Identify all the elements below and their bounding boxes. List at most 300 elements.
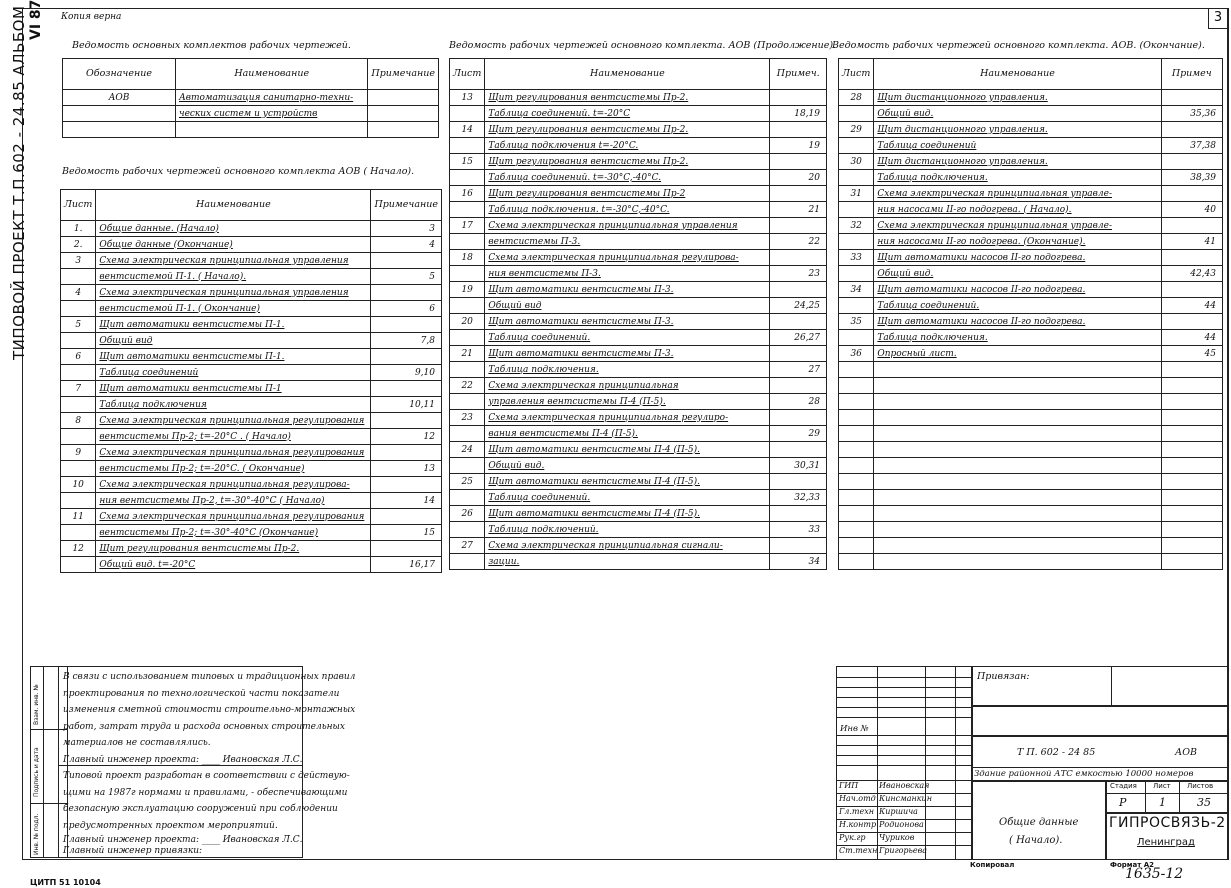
signature-role: Гл.техн — [839, 807, 875, 816]
table-row — [450, 138, 827, 154]
table-row — [450, 522, 827, 538]
sheet-number-cell: 3 — [61, 253, 96, 269]
note-cell: 16,17 — [371, 557, 442, 573]
table-row — [839, 106, 1223, 122]
table-row — [839, 218, 1223, 234]
note-cell — [1161, 506, 1222, 522]
name-cell: Щит автоматики вентсистемы П-4 (П-5). — [485, 474, 770, 490]
note-cell: 34 — [770, 554, 827, 570]
sheet-number-cell: 1. — [61, 221, 96, 237]
name-cell: Автоматизация санитарно-техни- — [175, 90, 367, 106]
column-header: Наименование — [485, 59, 770, 90]
name-cell: ния вентсистемы Пр-2, t=-30°-40°C ( Начало) — [96, 493, 371, 509]
column-header: Примеч — [1161, 59, 1222, 90]
table-row — [450, 106, 827, 122]
linked-label: Привязан: — [977, 671, 1030, 682]
archive-number: 1635-12 — [1125, 866, 1184, 882]
sheet-number-cell: 27 — [450, 538, 485, 554]
grid-line — [837, 735, 971, 736]
copied-label: Копировал — [970, 861, 1015, 869]
note-cell — [1161, 218, 1222, 234]
table-row — [61, 397, 442, 413]
sheet-number-cell — [839, 490, 874, 506]
sheet-number-cell: 26 — [450, 506, 485, 522]
column-header: Лист — [61, 190, 96, 221]
note-cell — [770, 282, 827, 298]
table-row — [839, 474, 1223, 490]
note-cell — [371, 317, 442, 333]
signature-name: Кинсманкин — [879, 794, 932, 803]
stage-header: Стадия — [1110, 782, 1137, 790]
table-row — [61, 349, 442, 365]
name-cell: Схема электрическая принципиальная регулирова- — [485, 250, 770, 266]
name-cell: Схема электрическая принципиальная управле- — [874, 186, 1161, 202]
signature-role: Рук.гр — [839, 833, 866, 842]
column-header: Лист — [839, 59, 874, 90]
name-cell: Щит автоматики вентсистемы П-1. — [96, 317, 371, 333]
signature-name: Григорьева — [879, 846, 928, 855]
note-cell: 29 — [770, 426, 827, 442]
table-row — [839, 202, 1223, 218]
note-line: проектирования по технологической части показатели — [63, 688, 340, 699]
sheet-number-cell — [450, 554, 485, 570]
sheet-number-cell — [450, 522, 485, 538]
table-row — [450, 410, 827, 426]
signature-name: Киршича — [879, 807, 918, 816]
note-cell: 44 — [1161, 330, 1222, 346]
note-cell: 7,8 — [371, 333, 442, 349]
sheet-number-cell — [61, 365, 96, 381]
signature-role: Н.контр — [839, 820, 877, 829]
name-cell: Опросный лист. — [874, 346, 1161, 362]
name-cell: Щит автоматики вентсистемы П-4 (П-5). — [485, 442, 770, 458]
code-cell — [63, 122, 176, 138]
note-line: работ, затрат труда и расхода основных строительных — [63, 721, 345, 732]
name-cell: Щит автоматики насосов II-го подогрева. — [874, 314, 1161, 330]
signature-role: ГИП — [839, 781, 859, 790]
table-row — [61, 221, 442, 237]
note-cell: 22 — [770, 234, 827, 250]
sheet-number-cell: 17 — [450, 218, 485, 234]
note-cell — [371, 381, 442, 397]
note-line: Главный инженер привязки: — [63, 846, 203, 856]
note-cell: 38,39 — [1161, 170, 1222, 186]
sheet-number-cell — [450, 362, 485, 378]
note-cell — [371, 253, 442, 269]
note-cell — [770, 442, 827, 458]
name-cell: Общие данные (Окончание) — [96, 237, 371, 253]
name-cell: Таблица подключения — [96, 397, 371, 413]
note-line: В связи с использованием типовых и традиционных правил — [63, 672, 356, 682]
table-row — [839, 298, 1223, 314]
note-line: предусмотренных проектом мероприятий. — [63, 820, 278, 831]
sheet-number-cell — [839, 234, 874, 250]
code-cell — [63, 106, 176, 122]
note-cell — [1161, 426, 1222, 442]
note-cell: 13 — [371, 461, 442, 477]
note-line: Главный инженер проекта: ____ Ивановская Л.С. — [63, 754, 303, 765]
table-row — [450, 298, 827, 314]
sheet-number-cell — [839, 266, 874, 282]
name-cell: Щит автоматики вентсистемы П-4 (П-5). — [485, 506, 770, 522]
table-row — [61, 509, 442, 525]
stage-value: Р — [1119, 796, 1127, 809]
name-cell: Щит автоматики вентсистемы П-1. — [96, 349, 371, 365]
sheet-header: Лист — [1153, 782, 1171, 790]
sheet-number-cell — [450, 394, 485, 410]
name-cell: Щит автоматики вентсистемы П-3. — [485, 346, 770, 362]
name-cell — [874, 442, 1161, 458]
note-cell — [1161, 458, 1222, 474]
table-row — [61, 413, 442, 429]
note-cell — [1161, 186, 1222, 202]
table-row — [839, 426, 1223, 442]
table-row — [61, 461, 442, 477]
sheet-number-cell — [839, 330, 874, 346]
name-cell: Таблица подключений. — [485, 522, 770, 538]
sheets-continued-caption: Ведомость рабочих чертежей основного комплекта. АОВ (Продолжение). — [449, 40, 837, 51]
table-row — [450, 250, 827, 266]
sheet-number-cell — [450, 458, 485, 474]
kit-code: АОВ — [1175, 747, 1197, 758]
sheet-number-cell — [450, 266, 485, 282]
note-line: безопасную эксплуатацию сооружений при соблюдении — [63, 804, 338, 814]
table-row — [61, 253, 442, 269]
note-cell — [1161, 554, 1222, 570]
sheet-number-cell — [61, 461, 96, 477]
sheet-number-cell: 24 — [450, 442, 485, 458]
note-cell: 19 — [770, 138, 827, 154]
sheet-number-cell — [839, 538, 874, 554]
table-row — [450, 474, 827, 490]
sheet-number-cell — [839, 298, 874, 314]
sheet-number-cell — [450, 490, 485, 506]
name-cell: Схема электрическая принципиальная регулирования — [96, 413, 371, 429]
note-cell — [770, 410, 827, 426]
sheet-number-cell — [450, 202, 485, 218]
name-cell — [175, 122, 367, 138]
sheet-number-cell — [450, 138, 485, 154]
name-cell: вентсистемой П-1. ( Окончание) — [96, 301, 371, 317]
note-cell: 40 — [1161, 202, 1222, 218]
note-cell — [1161, 474, 1222, 490]
sheet-number-cell: 4 — [61, 285, 96, 301]
table-row — [839, 346, 1223, 362]
table-row — [450, 378, 827, 394]
table-row — [61, 525, 442, 541]
table-row — [450, 506, 827, 522]
sheet-number-cell — [450, 298, 485, 314]
album-number: VI 87 — [28, 0, 44, 40]
sheet-number-cell — [839, 474, 874, 490]
table-row — [450, 122, 827, 138]
note-cell — [770, 186, 827, 202]
grid-line — [837, 755, 971, 756]
note-cell: 45 — [1161, 346, 1222, 362]
name-cell: Схема электрическая принципиальная регулиро- — [485, 410, 770, 426]
note-cell: 23 — [770, 266, 827, 282]
name-cell — [874, 394, 1161, 410]
notes-block-1 — [58, 666, 356, 766]
table-row — [63, 90, 439, 106]
name-cell: Таблица соединений. — [485, 490, 770, 506]
note-cell — [1161, 378, 1222, 394]
note-cell: 21 — [770, 202, 827, 218]
table-row — [450, 346, 827, 362]
sheet-title-line2: ( Начало). — [1009, 835, 1063, 846]
table-row — [839, 266, 1223, 282]
name-cell: вентсистемы Пр-2; t=-20°C . ( Начало) — [96, 429, 371, 445]
table-row — [450, 90, 827, 106]
note-cell: 28 — [770, 394, 827, 410]
name-cell: Щит автоматики вентсистемы П-3. — [485, 314, 770, 330]
sheet-number-cell — [839, 426, 874, 442]
table-row — [61, 333, 442, 349]
sheet-number-cell — [839, 410, 874, 426]
name-cell: управления вентсистемы П-4 (П-5). — [485, 394, 770, 410]
name-cell: зации. — [485, 554, 770, 570]
name-cell: Общий вид. — [874, 106, 1161, 122]
name-cell — [874, 458, 1161, 474]
sheet-number-cell: 8 — [61, 413, 96, 429]
note-cell: 5 — [371, 269, 442, 285]
name-cell — [874, 474, 1161, 490]
sheet-number-cell: 21 — [450, 346, 485, 362]
table-row — [61, 317, 442, 333]
name-cell: Схема электрическая принципиальная регулирова- — [96, 477, 371, 493]
table-row — [450, 186, 827, 202]
note-line: материалов не составлялись. — [63, 738, 211, 748]
sheet-number-cell — [61, 301, 96, 317]
table-row — [61, 365, 442, 381]
note-cell: 15 — [371, 525, 442, 541]
table-row — [839, 138, 1223, 154]
grid-line — [837, 707, 971, 708]
table-row — [450, 218, 827, 234]
note-line: щими на 1987г нормами и правилами, - обеспечивающими — [63, 787, 348, 798]
table-row — [450, 490, 827, 506]
name-cell: ческих систем и устройств — [175, 106, 367, 122]
table-row — [839, 90, 1223, 106]
name-cell — [874, 378, 1161, 394]
note-cell — [368, 122, 439, 138]
table-header-row — [450, 59, 827, 90]
column-header: Наименование — [175, 59, 367, 90]
table-row — [839, 378, 1223, 394]
sheet-number-cell — [450, 234, 485, 250]
table-row — [839, 522, 1223, 538]
name-cell: Таблица соединений. t=-30°C,-40°C. — [485, 170, 770, 186]
sheets-header: Листов — [1187, 782, 1214, 790]
sheet-number-cell: 29 — [839, 122, 874, 138]
note-cell: 37,38 — [1161, 138, 1222, 154]
table-row — [450, 330, 827, 346]
sheet-number-cell: 33 — [839, 250, 874, 266]
note-cell — [770, 346, 827, 362]
page-number: 3 — [1208, 8, 1227, 29]
note-cell — [770, 122, 827, 138]
table-row — [61, 381, 442, 397]
sheet-number-cell: 11 — [61, 509, 96, 525]
sheet-number-cell — [839, 394, 874, 410]
sheet-number-cell: 9 — [61, 445, 96, 461]
sheet-number-cell: 35 — [839, 314, 874, 330]
sheet-number-cell: 7 — [61, 381, 96, 397]
sheet-number-cell — [450, 426, 485, 442]
note-cell: 41 — [1161, 234, 1222, 250]
album-title-vertical: ТИПОВОЙ ПРОЕКТ Т.П.602 - 24.85 АЛЬБОМ — [10, 5, 28, 360]
column-header: Примечание — [368, 59, 439, 90]
table-header-row — [61, 190, 442, 221]
sheet-number-cell: 6 — [61, 349, 96, 365]
sheet-number-cell — [839, 170, 874, 186]
table-row — [450, 154, 827, 170]
sheet-title-line1: Общие данные — [999, 817, 1079, 828]
column-header: Примеч. — [770, 59, 827, 90]
sheet-number-cell: 14 — [450, 122, 485, 138]
name-cell: Щит регулирования вентсистемы Пр-2. — [485, 154, 770, 170]
name-cell: Щит дистанционного управления. — [874, 122, 1161, 138]
sheet-number-cell: 28 — [839, 90, 874, 106]
note-cell: 18,19 — [770, 106, 827, 122]
note-cell — [371, 445, 442, 461]
column-header: Наименование — [96, 190, 371, 221]
sheet-number-cell: 10 — [61, 477, 96, 493]
note-cell: 26,27 — [770, 330, 827, 346]
note-line: изменения сметной стоимости строительно-монтажных — [63, 705, 356, 715]
grid-line — [837, 745, 971, 746]
name-cell: вентсистемой П-1. ( Начало). — [96, 269, 371, 285]
table-row — [450, 362, 827, 378]
table-row — [839, 170, 1223, 186]
table-row — [839, 554, 1223, 570]
name-cell: ния насосами II-го подогрева. ( Начало). — [874, 202, 1161, 218]
sheet-number-cell — [839, 106, 874, 122]
note-cell — [770, 154, 827, 170]
name-cell: Схема электрическая принципиальная управления — [96, 285, 371, 301]
grid-line — [837, 687, 971, 688]
table-row — [450, 234, 827, 250]
note-cell: 24,25 — [770, 298, 827, 314]
note-cell: 30,31 — [770, 458, 827, 474]
name-cell — [874, 490, 1161, 506]
table-row — [450, 554, 827, 570]
sheet-value: 1 — [1159, 796, 1166, 809]
city: Ленинград — [1137, 837, 1195, 848]
table-row — [839, 330, 1223, 346]
sheets-end-table — [838, 58, 1223, 570]
table-header-row — [839, 59, 1223, 90]
name-cell: Схема электрическая принципиальная управле- — [874, 218, 1161, 234]
note-cell: 44 — [1161, 298, 1222, 314]
table-row — [61, 285, 442, 301]
note-cell — [371, 477, 442, 493]
table-row — [61, 429, 442, 445]
table-row — [450, 394, 827, 410]
table-row — [450, 282, 827, 298]
name-cell — [874, 362, 1161, 378]
name-cell: Схема электрическая принципиальная сигнали- — [485, 538, 770, 554]
sheet-number-cell: 12 — [61, 541, 96, 557]
name-cell: Щит регулирования вентсистемы Пр-2 — [485, 186, 770, 202]
table-row — [450, 266, 827, 282]
sheets-value: 35 — [1197, 796, 1211, 809]
table-row — [61, 237, 442, 253]
grid-line — [837, 717, 971, 718]
table-row — [839, 250, 1223, 266]
table-row — [63, 122, 439, 138]
table-header-row — [63, 59, 439, 90]
grid-line — [837, 677, 971, 678]
sheet-number-cell — [61, 525, 96, 541]
sheet-number-cell: 18 — [450, 250, 485, 266]
name-cell: ния вентсистемы П-3. — [485, 266, 770, 282]
table-row — [839, 506, 1223, 522]
sheet-number-cell — [61, 557, 96, 573]
name-cell: Щит регулирования вентсистемы Пр-2. — [485, 90, 770, 106]
inv-label: Инв № — [840, 724, 869, 734]
name-cell: Щит регулирования вентсистемы Пр-2. — [96, 541, 371, 557]
sheet-number-cell: 25 — [450, 474, 485, 490]
note-line: Главный инженер проекта: ____ Ивановская Л.С. — [63, 835, 303, 845]
sheet-number-cell — [450, 330, 485, 346]
grid-line — [837, 765, 971, 766]
name-cell — [874, 426, 1161, 442]
note-cell — [368, 90, 439, 106]
table-row — [839, 490, 1223, 506]
note-cell — [1161, 410, 1222, 426]
signature-role: Ст.техн — [839, 846, 878, 855]
table-row — [450, 458, 827, 474]
table-row — [61, 301, 442, 317]
sheet-number-cell: 13 — [450, 90, 485, 106]
name-cell: вентсистемы Пр-2; t=-20°C. ( Окончание) — [96, 461, 371, 477]
name-cell: Щит автоматики насосов II-го подогрева. — [874, 250, 1161, 266]
signature-role: Нач.отд — [839, 794, 876, 803]
note-line: Типовой проект разработан в соответствии с действую- — [63, 771, 350, 781]
table-row — [61, 557, 442, 573]
name-cell: Общие данные. (Начало) — [96, 221, 371, 237]
table-row — [839, 314, 1223, 330]
note-cell: 33 — [770, 522, 827, 538]
sheet-number-cell — [839, 554, 874, 570]
sheet-number-cell — [450, 106, 485, 122]
name-cell: вентсистемы Пр-2; t=-30°-40°C (Окончание) — [96, 525, 371, 541]
sheet-number-cell — [61, 493, 96, 509]
column-header: Лист — [450, 59, 485, 90]
sheet-number-cell — [839, 522, 874, 538]
sheet-number-cell: 30 — [839, 154, 874, 170]
table-row — [450, 426, 827, 442]
name-cell: Таблица соединений — [96, 365, 371, 381]
kits-table-caption: Ведомость основных комплектов рабочих чертежей. — [72, 40, 351, 51]
name-cell: Общий вид — [96, 333, 371, 349]
note-cell — [770, 314, 827, 330]
note-cell — [1161, 154, 1222, 170]
table-row — [61, 493, 442, 509]
name-cell: Общий вид — [485, 298, 770, 314]
sheet-number-cell: 31 — [839, 186, 874, 202]
name-cell: ния насосами II-го подогрева. (Окончание). — [874, 234, 1161, 250]
object-name: Здание районной АТС емкостью 10000 номеров — [974, 769, 1194, 779]
note-cell — [770, 218, 827, 234]
note-cell — [1161, 490, 1222, 506]
table-row — [839, 234, 1223, 250]
name-cell: Щит регулирования вентсистемы Пр-2. — [485, 122, 770, 138]
sheet-number-cell — [61, 333, 96, 349]
table-row — [450, 202, 827, 218]
name-cell — [874, 538, 1161, 554]
